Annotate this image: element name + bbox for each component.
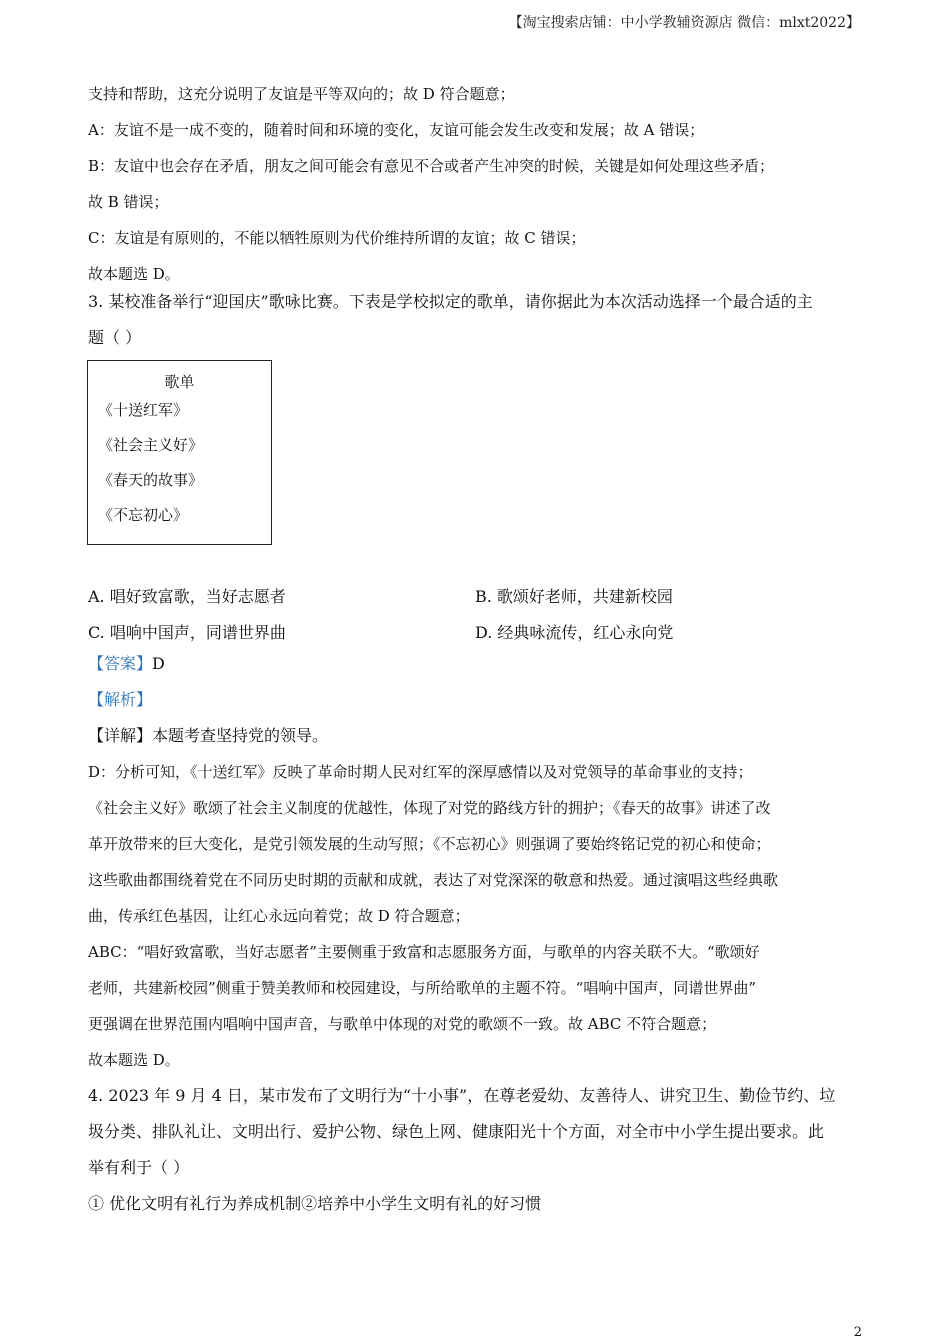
page-header: 【淘宝搜索店铺：中小学教辅资源店 微信：mlxt2022】 bbox=[508, 15, 860, 31]
text-line: 更强调在世界范围内唱响中国声音，与歌单中体现的对党的歌颂不一致。故 ABC 不符合题意； bbox=[88, 1015, 717, 1033]
song-item: 《社会主义好》 bbox=[98, 436, 204, 454]
question-3-solution bbox=[88, 646, 868, 1078]
answer-value: D bbox=[152, 654, 165, 673]
text-line: B：友谊中也会存在矛盾，朋友之间可能会有意见不合或者产生冲突的时候，关键是如何处理这些矛盾； bbox=[88, 157, 775, 175]
text-line: 故 B 错误； bbox=[88, 193, 169, 211]
text-line: 革开放带来的巨大变化，是党引领发展的生动写照；《不忘初心》则强调了要始终铭记党的初心和使命； bbox=[88, 835, 771, 853]
text-line: 老师，共建新校园”侧重于赞美教师和校园建设，与所给歌单的主题不符。“唱响中国声，同谱世界曲” bbox=[88, 979, 757, 997]
text-line: 题（ ） bbox=[88, 328, 142, 347]
song-item: 《春天的故事》 bbox=[98, 471, 204, 489]
answer-line bbox=[88, 646, 868, 682]
text-line: 4. 2023 年 9 月 4 日，某市发布了文明行为“十小事”，在尊老爱幼、友善待人、讲究卫生、勤俭节约、垃 bbox=[88, 1086, 836, 1105]
text-line: ABC：“唱好致富歌，当好志愿者”主要侧重于致富和志愿服务方面，与歌单的内容关联不大。“歌颂好 bbox=[88, 943, 760, 961]
option-b: B. 歌颂好老师，共建新校园 bbox=[475, 587, 673, 606]
option-a: A. 唱好致富歌，当好志愿者 bbox=[88, 587, 286, 606]
text-line: 这些歌曲都围绕着党在不同历史时期的贡献和成就，表达了对党深深的敬意和热爱。通过演唱这些经典歌 bbox=[88, 871, 779, 889]
answer-tag: 【答案】 bbox=[88, 654, 153, 673]
question-4 bbox=[88, 1078, 868, 1222]
text-line: C：友谊是有原则的，不能以牺牲原则为代价维持所谓的友谊；故 C 错误； bbox=[88, 229, 586, 247]
option-d: D. 经典咏流传，红心永向党 bbox=[475, 623, 674, 642]
table-title: 歌单 bbox=[164, 373, 195, 391]
analysis-tag: 【解析】 bbox=[88, 690, 153, 709]
text-line: 故本题选 D。 bbox=[88, 265, 180, 283]
text-line: D：分析可知，《十送红军》反映了革命时期人民对红军的深厚感情以及对党领导的革命事业的支持； bbox=[88, 763, 753, 781]
text-line: ① 优化文明有礼行为养成机制②培养中小学生文明有礼的好习惯 bbox=[88, 1194, 542, 1213]
text-line: 《社会主义好》歌颂了社会主义制度的优越性，体现了对党的路线方针的拥护；《春天的故事》讲述了改 bbox=[88, 799, 771, 817]
analysis-line bbox=[88, 682, 868, 718]
text-line: 故本题选 D。 bbox=[88, 1051, 180, 1069]
detail-line: 【详解】本题考查坚持党的领导。 bbox=[88, 726, 329, 745]
text-line: 举有利于（ ） bbox=[88, 1158, 190, 1177]
song-item: 《十送红军》 bbox=[98, 401, 189, 419]
text-line: 圾分类、排队礼让、文明出行、爱护公物、绿色上网、健康阳光十个方面，对全市中小学生提出要求。此 bbox=[88, 1122, 825, 1141]
option-c: C. 唱响中国声，同谱世界曲 bbox=[88, 623, 286, 642]
text-line: A：友谊不是一成不变的，随着时间和环境的变化，友谊可能会发生改变和发展；故 A 错误； bbox=[88, 121, 705, 139]
text-line: 3. 某校准备举行“迎国庆”歌咏比赛。下表是学校拟定的歌单，请你据此为本次活动选择一个最合适的主 bbox=[88, 292, 813, 311]
text-line: 支持和帮助，这充分说明了友谊是平等双向的；故 D 符合题意； bbox=[88, 85, 515, 103]
song-list-table bbox=[87, 360, 272, 545]
text-line: 曲，传承红色基因，让红心永远向着党；故 D 符合题意； bbox=[88, 907, 470, 925]
question-3-stem bbox=[88, 284, 868, 356]
prev-analysis bbox=[88, 76, 868, 292]
page-number: 2 bbox=[853, 1325, 862, 1340]
song-item: 《不忘初心》 bbox=[98, 506, 189, 524]
